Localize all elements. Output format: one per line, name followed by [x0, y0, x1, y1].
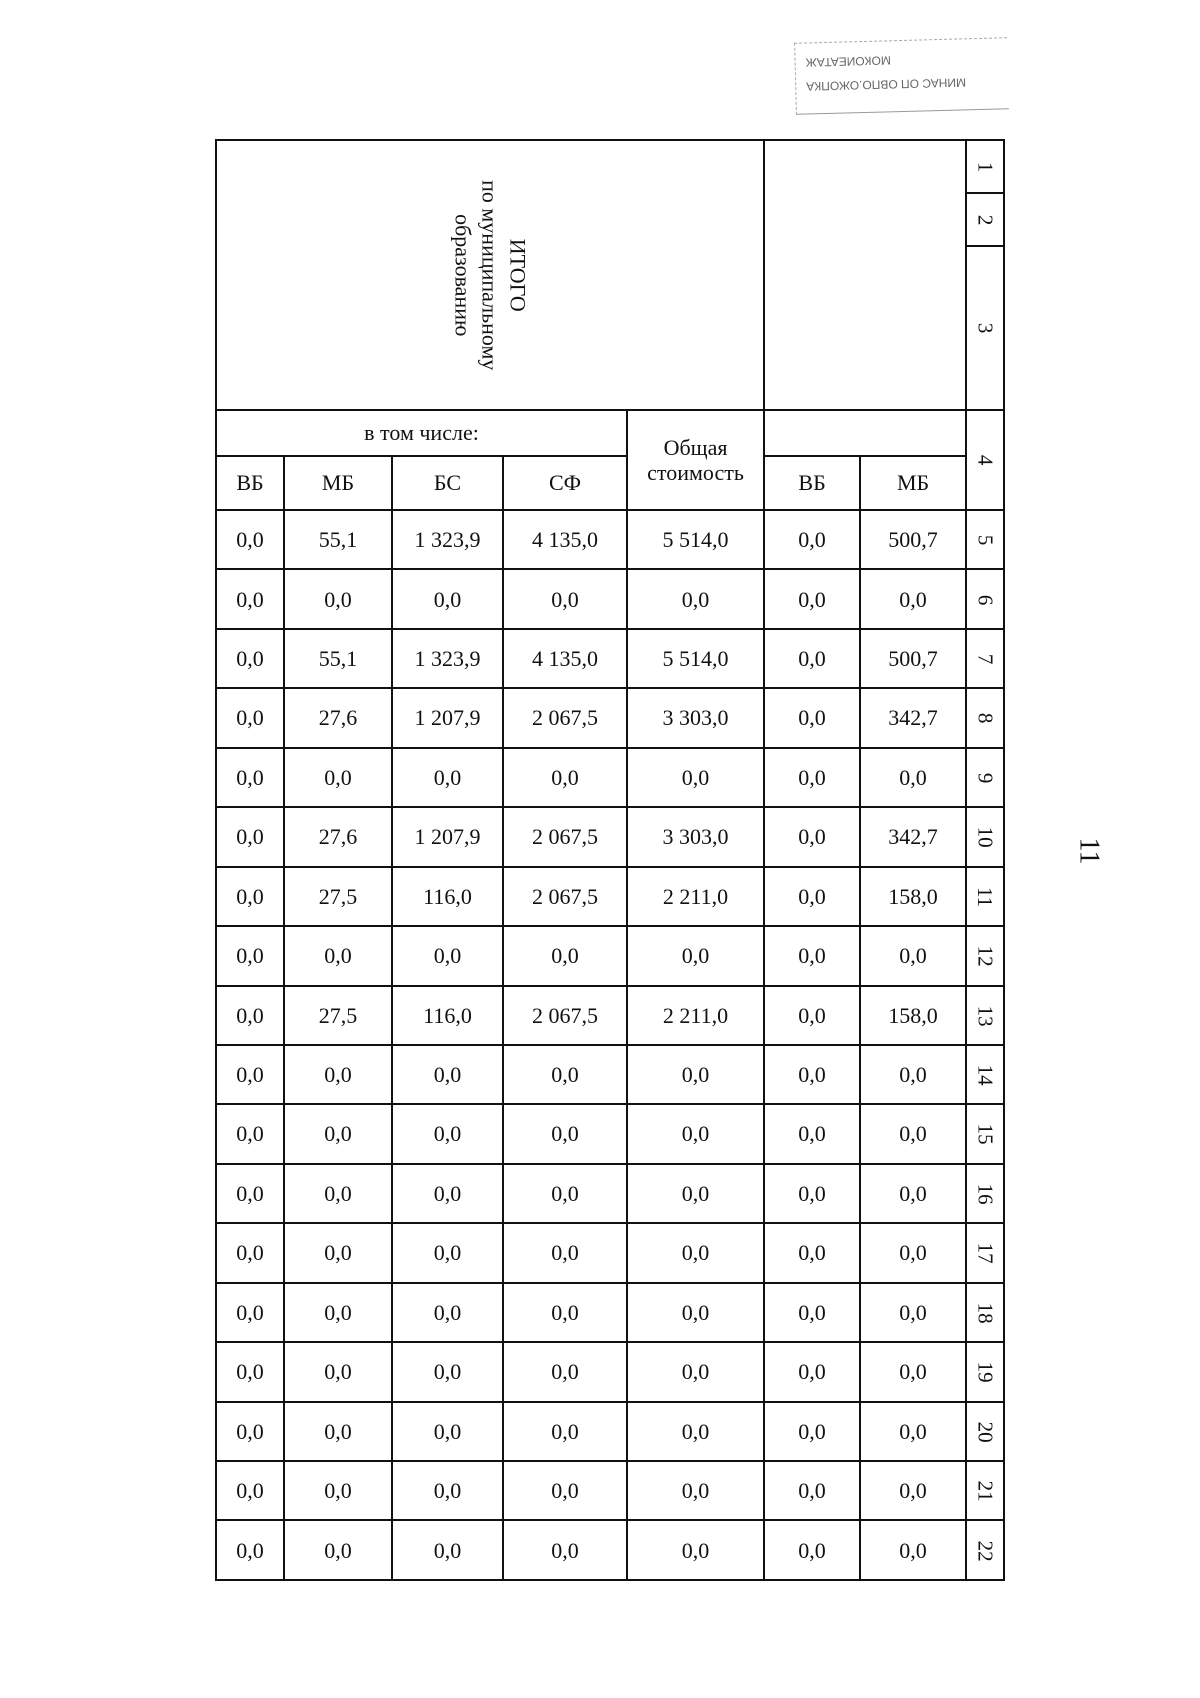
cell-bs: 0,0 — [392, 1461, 503, 1520]
cell-bs: 0,0 — [392, 1223, 503, 1282]
cell-mb2: 500,7 — [860, 629, 966, 688]
cell-sf: 2 067,5 — [503, 986, 627, 1045]
table-row — [216, 1520, 1004, 1579]
cell-mb: 27,5 — [284, 867, 392, 926]
cell-mb: 55,1 — [284, 510, 392, 569]
cell-vb: 0,0 — [216, 748, 284, 807]
cell-sf: 0,0 — [503, 1045, 627, 1104]
cell-mb2: 0,0 — [860, 1342, 966, 1401]
included-label: в том числе: — [216, 410, 627, 456]
row-number: 17 — [966, 1223, 1004, 1282]
cell-vb: 0,0 — [216, 1520, 284, 1579]
table-row — [216, 629, 1004, 688]
col-bs-header: БС — [392, 456, 503, 510]
cell-vb: 0,0 — [216, 926, 284, 985]
cell-bs: 0,0 — [392, 1164, 503, 1223]
cell-vb: 0,0 — [216, 1342, 284, 1401]
cell-sf: 4 135,0 — [503, 629, 627, 688]
row-number: 12 — [966, 926, 1004, 985]
cell-mb: 0,0 — [284, 748, 392, 807]
cell-total: 2 211,0 — [627, 986, 764, 1045]
cell-vb2: 0,0 — [764, 1342, 860, 1401]
cell-bs: 116,0 — [392, 867, 503, 926]
cell-vb: 0,0 — [216, 569, 284, 628]
cell-vb2: 0,0 — [764, 807, 860, 866]
stamp-line-2: МИНАС ОП ОВПО.ОЖОПКА — [806, 75, 967, 94]
cell-vb: 0,0 — [216, 807, 284, 866]
cell-bs: 0,0 — [392, 926, 503, 985]
cell-mb: 0,0 — [284, 1164, 392, 1223]
cell-sf: 2 067,5 — [503, 688, 627, 747]
cell-sf: 0,0 — [503, 569, 627, 628]
cell-total: 0,0 — [627, 1520, 764, 1579]
table-row — [216, 1045, 1004, 1104]
total-title-cell — [216, 140, 764, 410]
cell-vb: 0,0 — [216, 510, 284, 569]
cell-mb2: 0,0 — [860, 1461, 966, 1520]
right-vb-header: ВБ — [764, 456, 860, 510]
cell-sf: 0,0 — [503, 1520, 627, 1579]
cell-total: 0,0 — [627, 1045, 764, 1104]
cell-mb2: 0,0 — [860, 1402, 966, 1461]
row-number: 11 — [966, 867, 1004, 926]
right-mb-header: МБ — [860, 456, 966, 510]
row-number: 5 — [966, 510, 1004, 569]
cell-total: 5 514,0 — [627, 510, 764, 569]
cell-mb: 0,0 — [284, 1045, 392, 1104]
cell-bs: 0,0 — [392, 1104, 503, 1163]
cell-bs: 0,0 — [392, 1283, 503, 1342]
cell-vb: 0,0 — [216, 1164, 284, 1223]
cell-vb: 0,0 — [216, 1223, 284, 1282]
table-row — [216, 867, 1004, 926]
column-number-3: 3 — [966, 246, 1004, 410]
cell-vb2: 0,0 — [764, 1461, 860, 1520]
cell-mb2: 0,0 — [860, 1164, 966, 1223]
cell-vb2: 0,0 — [764, 986, 860, 1045]
cell-sf: 2 067,5 — [503, 867, 627, 926]
table-row — [216, 748, 1004, 807]
row-number: 9 — [966, 748, 1004, 807]
cell-total: 0,0 — [627, 1342, 764, 1401]
cell-mb: 0,0 — [284, 1283, 392, 1342]
row-number: 8 — [966, 688, 1004, 747]
cell-vb: 0,0 — [216, 688, 284, 747]
cell-vb: 0,0 — [216, 1045, 284, 1104]
cell-mb: 0,0 — [284, 1461, 392, 1520]
cell-sf: 0,0 — [503, 926, 627, 985]
cell-sf: 2 067,5 — [503, 807, 627, 866]
cell-mb2: 0,0 — [860, 1045, 966, 1104]
cell-vb: 0,0 — [216, 1402, 284, 1461]
cell-mb: 0,0 — [284, 1520, 392, 1579]
table-row — [216, 1104, 1004, 1163]
cell-vb2: 0,0 — [764, 629, 860, 688]
budget-table — [215, 139, 1005, 1581]
cell-mb: 27,6 — [284, 688, 392, 747]
column-number-4: 4 — [966, 410, 1004, 510]
row-number: 22 — [966, 1520, 1004, 1579]
cell-bs: 0,0 — [392, 1342, 503, 1401]
column-number-1: 1 — [966, 140, 1004, 193]
cell-mb2: 0,0 — [860, 748, 966, 807]
cell-bs: 1 207,9 — [392, 807, 503, 866]
table-row — [216, 1283, 1004, 1342]
row-number: 18 — [966, 1283, 1004, 1342]
row-number: 19 — [966, 1342, 1004, 1401]
col-sf-header: СФ — [503, 456, 627, 510]
cell-mb2: 0,0 — [860, 926, 966, 985]
column-number-2: 2 — [966, 193, 1004, 246]
col-vb-header: ВБ — [216, 456, 284, 510]
cell-vb2: 0,0 — [764, 569, 860, 628]
table-row — [216, 1164, 1004, 1223]
cell-bs: 0,0 — [392, 1045, 503, 1104]
cell-vb2: 0,0 — [764, 1223, 860, 1282]
cell-vb2: 0,0 — [764, 867, 860, 926]
cell-total: 0,0 — [627, 1461, 764, 1520]
cell-sf: 0,0 — [503, 1164, 627, 1223]
cell-total: 0,0 — [627, 569, 764, 628]
row-number: 15 — [966, 1104, 1004, 1163]
cell-total: 0,0 — [627, 748, 764, 807]
cell-total: 0,0 — [627, 1402, 764, 1461]
cell-sf: 0,0 — [503, 1223, 627, 1282]
cell-vb2: 0,0 — [764, 926, 860, 985]
cell-total: 0,0 — [627, 1223, 764, 1282]
table-row — [216, 1461, 1004, 1520]
table-row — [216, 1223, 1004, 1282]
row-number: 6 — [966, 569, 1004, 628]
cell-mb2: 0,0 — [860, 1283, 966, 1342]
blank-subheader-cell — [764, 410, 966, 456]
cell-sf: 4 135,0 — [503, 510, 627, 569]
total-title — [449, 180, 532, 370]
stamp-line-1: МОКОИЕАТАЖ — [805, 53, 892, 70]
table-row — [216, 926, 1004, 985]
cell-vb2: 0,0 — [764, 1104, 860, 1163]
row-number: 13 — [966, 986, 1004, 1045]
cell-mb2: 0,0 — [860, 1104, 966, 1163]
cell-mb: 0,0 — [284, 1104, 392, 1163]
cell-mb2: 0,0 — [860, 569, 966, 628]
cell-bs: 1 323,9 — [392, 510, 503, 569]
cell-sf: 0,0 — [503, 1283, 627, 1342]
cell-total: 0,0 — [627, 926, 764, 985]
cell-sf: 0,0 — [503, 1104, 627, 1163]
cell-mb: 27,6 — [284, 807, 392, 866]
cell-bs: 1 207,9 — [392, 688, 503, 747]
cell-total: 2 211,0 — [627, 867, 764, 926]
cell-total: 3 303,0 — [627, 807, 764, 866]
cell-sf: 0,0 — [503, 1402, 627, 1461]
cell-vb: 0,0 — [216, 1104, 284, 1163]
cell-vb2: 0,0 — [764, 1045, 860, 1104]
title-line-1: ИТОГО — [505, 238, 531, 312]
cell-vb: 0,0 — [216, 1283, 284, 1342]
cell-mb: 0,0 — [284, 569, 392, 628]
row-number: 14 — [966, 1045, 1004, 1104]
cell-mb: 0,0 — [284, 926, 392, 985]
cell-mb: 0,0 — [284, 1342, 392, 1401]
blank-header-cell — [764, 140, 966, 410]
row-number: 10 — [966, 807, 1004, 866]
cell-vb2: 0,0 — [764, 1164, 860, 1223]
cell-mb2: 158,0 — [860, 986, 966, 1045]
cell-bs: 0,0 — [392, 569, 503, 628]
cell-vb2: 0,0 — [764, 688, 860, 747]
cell-bs: 0,0 — [392, 748, 503, 807]
cell-bs: 0,0 — [392, 1402, 503, 1461]
table-row — [216, 688, 1004, 747]
cell-vb2: 0,0 — [764, 510, 860, 569]
cell-mb2: 0,0 — [860, 1520, 966, 1579]
cell-vb2: 0,0 — [764, 748, 860, 807]
title-line-3: образованию — [450, 213, 476, 337]
table-row — [216, 1402, 1004, 1461]
cell-mb2: 500,7 — [860, 510, 966, 569]
table-row — [216, 1342, 1004, 1401]
table-row — [216, 510, 1004, 569]
cell-bs: 1 323,9 — [392, 629, 503, 688]
title-line-2: по муниципальному — [477, 179, 503, 371]
cell-vb2: 0,0 — [764, 1520, 860, 1579]
cell-vb2: 0,0 — [764, 1283, 860, 1342]
row-number: 16 — [966, 1164, 1004, 1223]
cell-vb: 0,0 — [216, 986, 284, 1045]
cell-vb: 0,0 — [216, 867, 284, 926]
cell-total: 3 303,0 — [627, 688, 764, 747]
cell-mb: 27,5 — [284, 986, 392, 1045]
table-row — [216, 986, 1004, 1045]
cell-vb2: 0,0 — [764, 1402, 860, 1461]
row-number: 7 — [966, 629, 1004, 688]
cell-bs: 0,0 — [392, 1520, 503, 1579]
cell-sf: 0,0 — [503, 1461, 627, 1520]
row-number: 21 — [966, 1461, 1004, 1520]
page-number: 11 — [1073, 837, 1105, 865]
cell-mb2: 0,0 — [860, 1223, 966, 1282]
cell-mb2: 342,7 — [860, 688, 966, 747]
cell-mb: 55,1 — [284, 629, 392, 688]
row-number: 20 — [966, 1402, 1004, 1461]
total-cost-label: Общая стоимость — [627, 410, 764, 510]
cell-mb2: 342,7 — [860, 807, 966, 866]
cell-sf: 0,0 — [503, 748, 627, 807]
cell-total: 0,0 — [627, 1104, 764, 1163]
cell-mb2: 158,0 — [860, 867, 966, 926]
col-mb-header: МБ — [284, 456, 392, 510]
cell-total: 0,0 — [627, 1283, 764, 1342]
cell-total: 0,0 — [627, 1164, 764, 1223]
cell-bs: 116,0 — [392, 986, 503, 1045]
cell-mb: 0,0 — [284, 1402, 392, 1461]
cell-vb: 0,0 — [216, 1461, 284, 1520]
table-row — [216, 569, 1004, 628]
registration-stamp — [794, 37, 1009, 115]
cell-mb: 0,0 — [284, 1223, 392, 1282]
table-row — [216, 807, 1004, 866]
cell-vb: 0,0 — [216, 629, 284, 688]
cell-sf: 0,0 — [503, 1342, 627, 1401]
cell-total: 5 514,0 — [627, 629, 764, 688]
